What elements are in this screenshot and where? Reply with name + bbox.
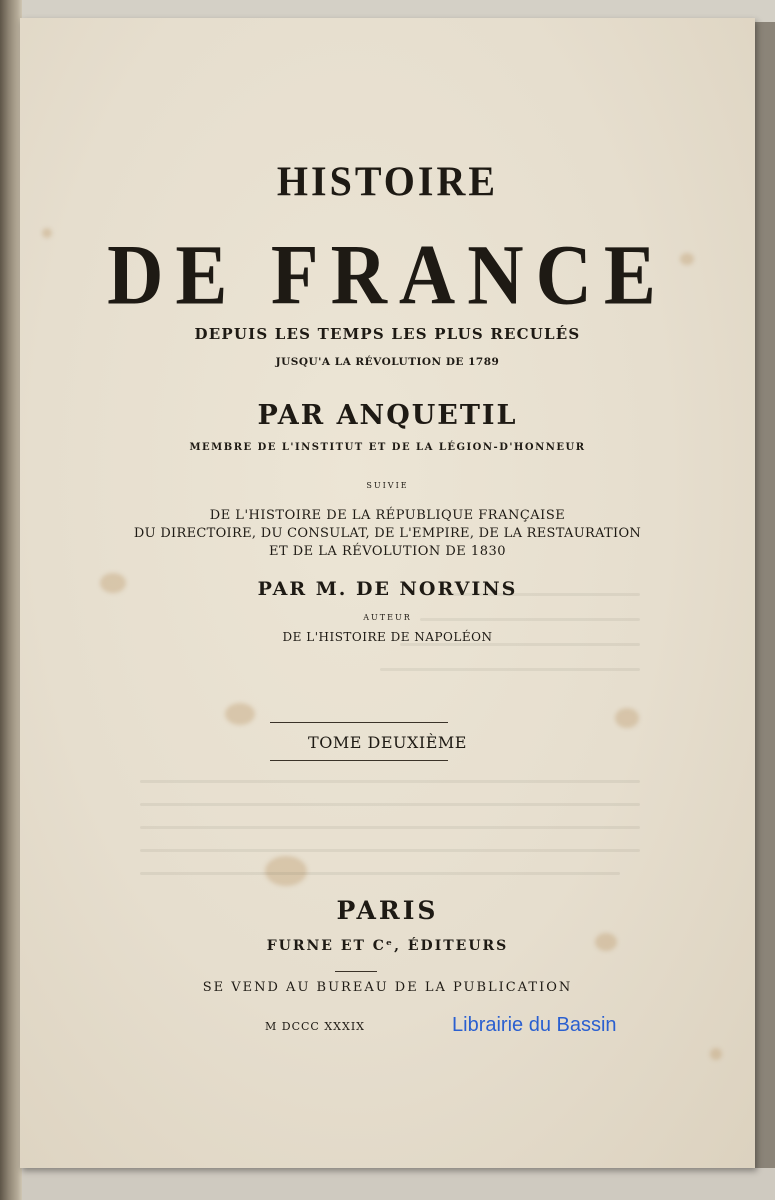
imprint-publisher: FURNE ET Cᵉ, ÉDITEURS (266, 938, 509, 954)
subtitle-2: JUSQU'A LA RÉVOLUTION DE 1789 (275, 356, 500, 368)
title-page (20, 18, 755, 1168)
author-line: PAR ANQUETIL (257, 400, 518, 431)
author-description: MEMBRE DE L'INSTITUT ET DE LA LÉGION-D'HONNEUR (189, 442, 586, 453)
volume-rule-top (270, 722, 448, 723)
bleed-through (380, 668, 640, 671)
bleed-through (140, 780, 640, 783)
imprint-rule (335, 971, 377, 972)
suivie-label: SUIVIE (366, 481, 409, 490)
bleed-through (140, 872, 620, 875)
foxing-spot (710, 1048, 722, 1060)
second-author: PAR M. DE NORVINS (257, 578, 518, 600)
book-binding (0, 0, 22, 1200)
continuation-line-2: DU DIRECTOIRE, DU CONSULAT, DE L'EMPIRE, DE LA RESTAURATION (133, 526, 642, 541)
title-line-2: DE FRANCE (107, 226, 668, 323)
bleed-through (140, 849, 640, 852)
foxing-spot (265, 856, 307, 886)
imprint-city: PARIS (336, 896, 439, 925)
bleed-through (140, 826, 640, 829)
foxing-spot (615, 708, 639, 728)
bleed-through (140, 803, 640, 806)
volume-label: TOME DEUXIÈME (308, 733, 467, 752)
continuation-line-1: DE L'HISTOIRE DE LA RÉPUBLIQUE FRANÇAISE (209, 508, 566, 523)
title-line-1: HISTOIRE (276, 157, 499, 206)
foxing-spot (225, 703, 255, 725)
imprint-sale: SE VEND AU BUREAU DE LA PUBLICATION (202, 980, 573, 995)
bookseller-watermark: Librairie du Bassin (452, 1014, 617, 1036)
auteur-label: AUTEUR (363, 613, 412, 622)
subtitle: DEPUIS LES TEMPS LES PLUS RECULÉS (194, 325, 581, 343)
imprint-year: M DCCC XXXIX (265, 1020, 365, 1033)
scan-background-bottom (0, 1168, 775, 1200)
continuation-line-3: ET DE LA RÉVOLUTION DE 1830 (268, 544, 507, 559)
second-author-work: DE L'HISTOIRE DE NAPOLÉON (282, 630, 493, 644)
volume-rule-bottom (270, 760, 448, 761)
